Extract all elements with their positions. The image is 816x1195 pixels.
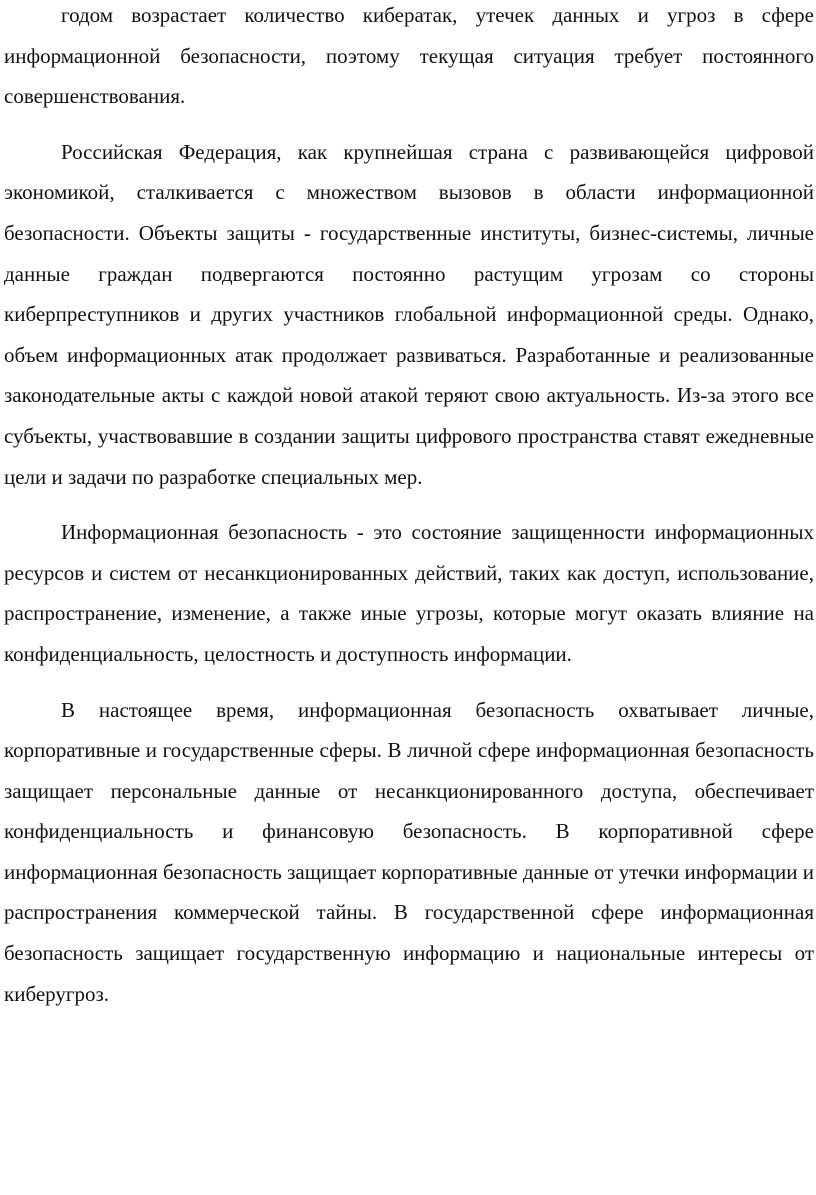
paragraph-infosec-definition: Информационная безопасность - это состояние защищенности информационных ресурсов и систем от несанкционированных действий, таких как доступ, использование, распространение, изменение, а также иные угрозы, которые могут оказать влияние на конфиденциальность, целостность и доступность информации. xyxy=(4,520,814,666)
paragraph-russian-federation: Российская Федерация, как крупнейшая страна с развивающейся цифровой экономикой, сталкивается с множеством вызовов в области информационной безопасности. Объекты защиты - государственные институты, бизнес-системы, личные данные граждан подвергаются постоянно растущим угрозам со стороны киберпреступников и других участников глобальной информационной среды. Однако, объем информационных атак продолжает развиваться. Разработанные и реализованные законодательные акты с каждой новой атакой теряют свою актуальность. Из-за этого все субъекты, участвовавшие в создании защиты цифрового пространства ставят ежедневные цели и задачи по разработке специальных мер. xyxy=(4,139,814,489)
document-page xyxy=(4,0,814,1014)
paragraph-continuation: годом возрастает количество кибератак, утечек данных и угроз в сфере информационной безопасности, поэтому текущая ситуация требует постоянного совершенствования. xyxy=(4,3,814,109)
paragraph-infosec-spheres: В настоящее время, информационная безопасность охватывает личные, корпоративные и государственные сферы. В личной сфере информационная безопасность защищает персональные данные от несанкционированного доступа, обеспечивает конфиденциальность и финансовую безопасность. В корпоративной сфере информационная безопасность защищает корпоративные данные от утечки информации и распространения коммерческой тайны. В государственной сфере информационная безопасность защищает государственную информацию и национальные интересы от киберугроз. xyxy=(4,697,814,1006)
